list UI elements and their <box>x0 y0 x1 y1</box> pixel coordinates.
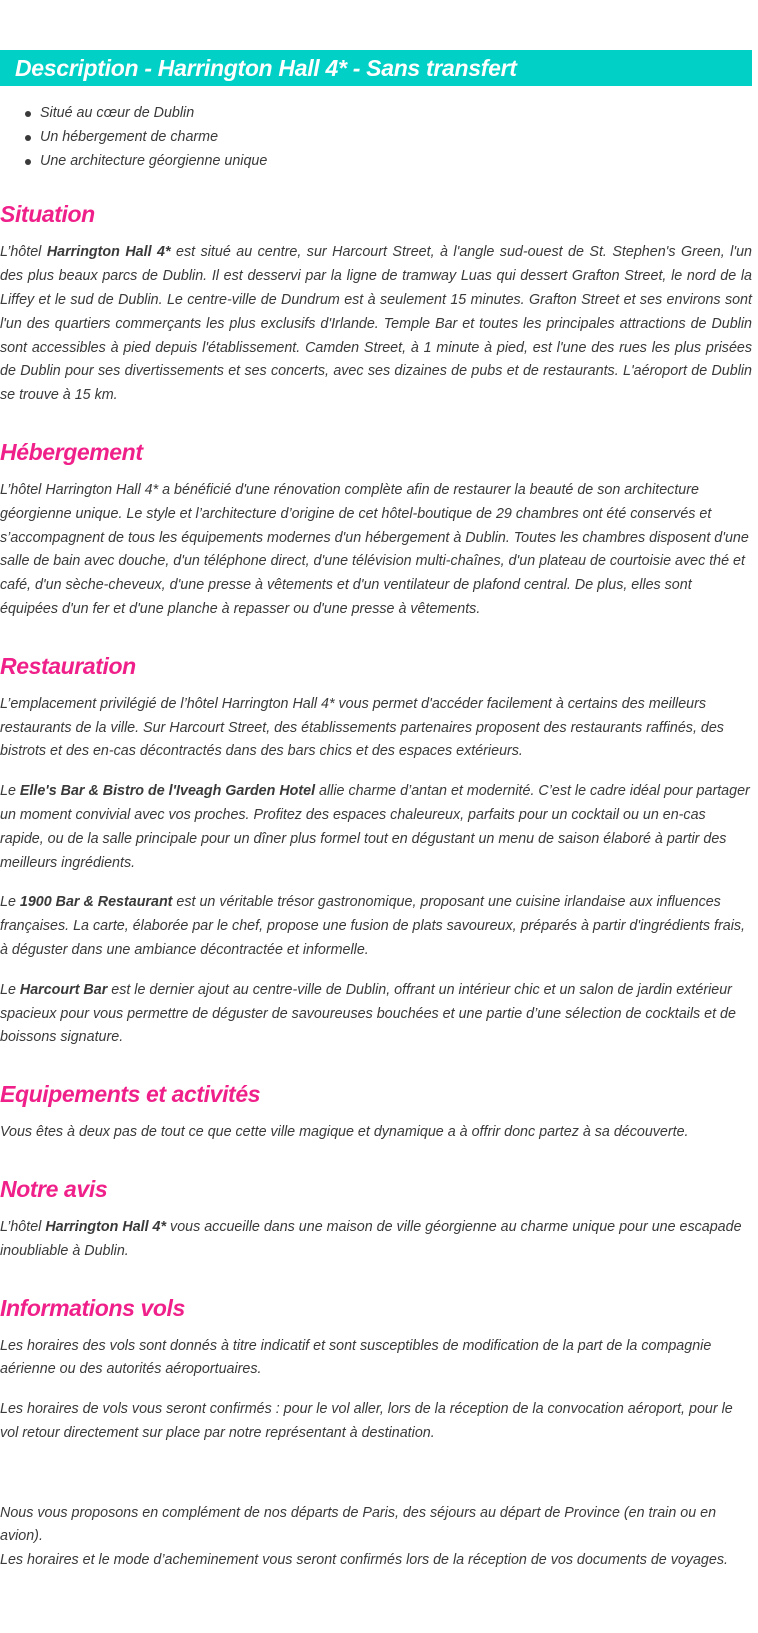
situation-paragraph: L’hôtel Harrington Hall 4* est situé au centre, sur Harcourt Street, à l'angle sud-ouest de St. Stephen's Green, l'un des plus beaux parcs de Dublin. Il est desservi par la ligne de tramway Luas qui dessert Grafton Street, le nord de la Liffey et le sud de Dublin. Le centre-ville de Dundrum est à seulement 15 minutes. Grafton Street et ses environs sont l'un des quartiers commerçants les plus exclusifs d'Irlande. Temple Bar et toutes les principales attractions de Dublin sont accessibles à pied depuis l'établissement. Camden Street, à 1 minute à pied, est l'une des rues les plus prisées de Dublin pour ses divertissements et ses concerts, avec ses dizaines de pubs et de restaurants. L'aéroport de Dublin se trouve à 15 km. <box>0 244 752 404</box>
notre-avis-paragraph: L’hôtel Harrington Hall 4* vous accueille dans une maison de ville géorgienne au charme unique pour une escapade inoubliable à Dublin. <box>0 1218 742 1259</box>
hotel-description <box>0 50 752 1573</box>
bullet-icon <box>25 135 31 141</box>
description-banner <box>0 50 752 86</box>
restauration-paragraph-intro: L’emplacement privilégié de l’hôtel Harrington Hall 4* vous permet d'accéder facilement à certains des meilleurs restaurants de la ville. Sur Harcourt Street, des établissements partenaires proposent des restaurants raffinés, des bistrots et des en-cas décontractés dans des bars chics et des espaces extérieurs. <box>0 695 724 760</box>
bullet-icon <box>25 111 31 117</box>
footer-note <box>0 1502 752 1573</box>
section-title-notre-avis: Notre avis <box>0 1175 108 1202</box>
footer-line-2: Les horaires et le mode d’acheminement vous seront confirmés lors de la réception de vos documents de voyages. <box>0 1552 728 1569</box>
section-title-hebergement: Hébergement <box>0 438 143 465</box>
hebergement-paragraph: L’hôtel Harrington Hall 4* a bénéficié d'une rénovation complète afin de restaurer la beauté de son architecture géorgienne unique. Le style et l’architecture d’origine de cet hôtel-boutique de 29 chambres ont été conservés et s’accompagnent de tous les équipements modernes d'un hébergement à Dublin. Toutes les chambres disposent d'une salle de bain avec douche, d'un téléphone direct, d'une télévision multi-chaînes, d'un plateau de courtoisie avec thé et café, d'un sèche-cheveux, d'une presse à vêtements et d'un ventilateur de plafond central. De plus, elles sont équipées d'un fer et d'une planche à repasser ou d'une presse à vêtements. <box>0 481 749 617</box>
footer-line-1: Nous vous proposons en complément de nos départs de Paris, des séjours au départ de Province (en train ou en avion). <box>0 1504 717 1545</box>
highlight-item: Un hébergement de charme <box>25 126 752 150</box>
restauration-paragraph-harcourt-bar: Le Harcourt Bar est le dernier ajout au centre-ville de Dublin, offrant un intérieur chic et un salon de jardin extérieur spacieux pour vous permettre de déguster de savoureuses bouchées et une partie d’une sélection de cocktails et de boissons signature. <box>0 981 736 1046</box>
vols-paragraph-horaires: Les horaires des vols sont donnés à titre indicatif et sont susceptibles de modification de la part de la compagnie aérienne ou des autorités aéroportuaires. <box>0 1337 712 1378</box>
highlight-item: Situé au cœur de Dublin <box>25 102 752 126</box>
section-title-situation: Situation <box>0 201 95 228</box>
equipements-paragraph: Vous êtes à deux pas de tout ce que cette ville magique et dynamique a à offrir donc partez à sa découverte. <box>0 1124 689 1141</box>
highlight-item: Une architecture géorgienne unique <box>25 150 752 174</box>
section-title-informations-vols: Informations vols <box>0 1294 185 1321</box>
bullet-icon <box>25 159 31 165</box>
section-title-equipements: Equipements et activités <box>0 1081 261 1108</box>
restauration-paragraph-elles-bar: Le Elle's Bar & Bistro de l'Iveagh Garden Hotel allie charme d’antan et modernité. C’est le cadre idéal pour partager un moment convivial avec vos proches. Profitez des espaces chaleureux, parfaits pour un cocktail ou un en-cas rapide, ou de la salle principale pour un dîner plus formel tout en dégustant un menu de saison élaboré à partir des meilleurs ingrédients. <box>0 783 750 871</box>
restauration-paragraph-1900-bar: Le 1900 Bar & Restaurant est un véritable trésor gastronomique, proposant une cuisine irlandaise aux influences françaises. La carte, élaborée par le chef, propose une fusion de plats savoureux, préparés à partir d'ingrédients frais, à déguster dans une ambiance décontractée et informelle. <box>0 894 746 958</box>
section-title-restauration: Restauration <box>0 652 136 679</box>
highlights-list <box>0 102 752 173</box>
banner-title: Description - Harrington Hall 4* - Sans transfert <box>15 55 517 81</box>
vols-paragraph-confirmation: Les horaires de vols vous seront confirmés : pour le vol aller, lors de la réception de la convocation aéroport, pour le vol retour directement sur place par notre représentant à destination. <box>0 1401 733 1441</box>
